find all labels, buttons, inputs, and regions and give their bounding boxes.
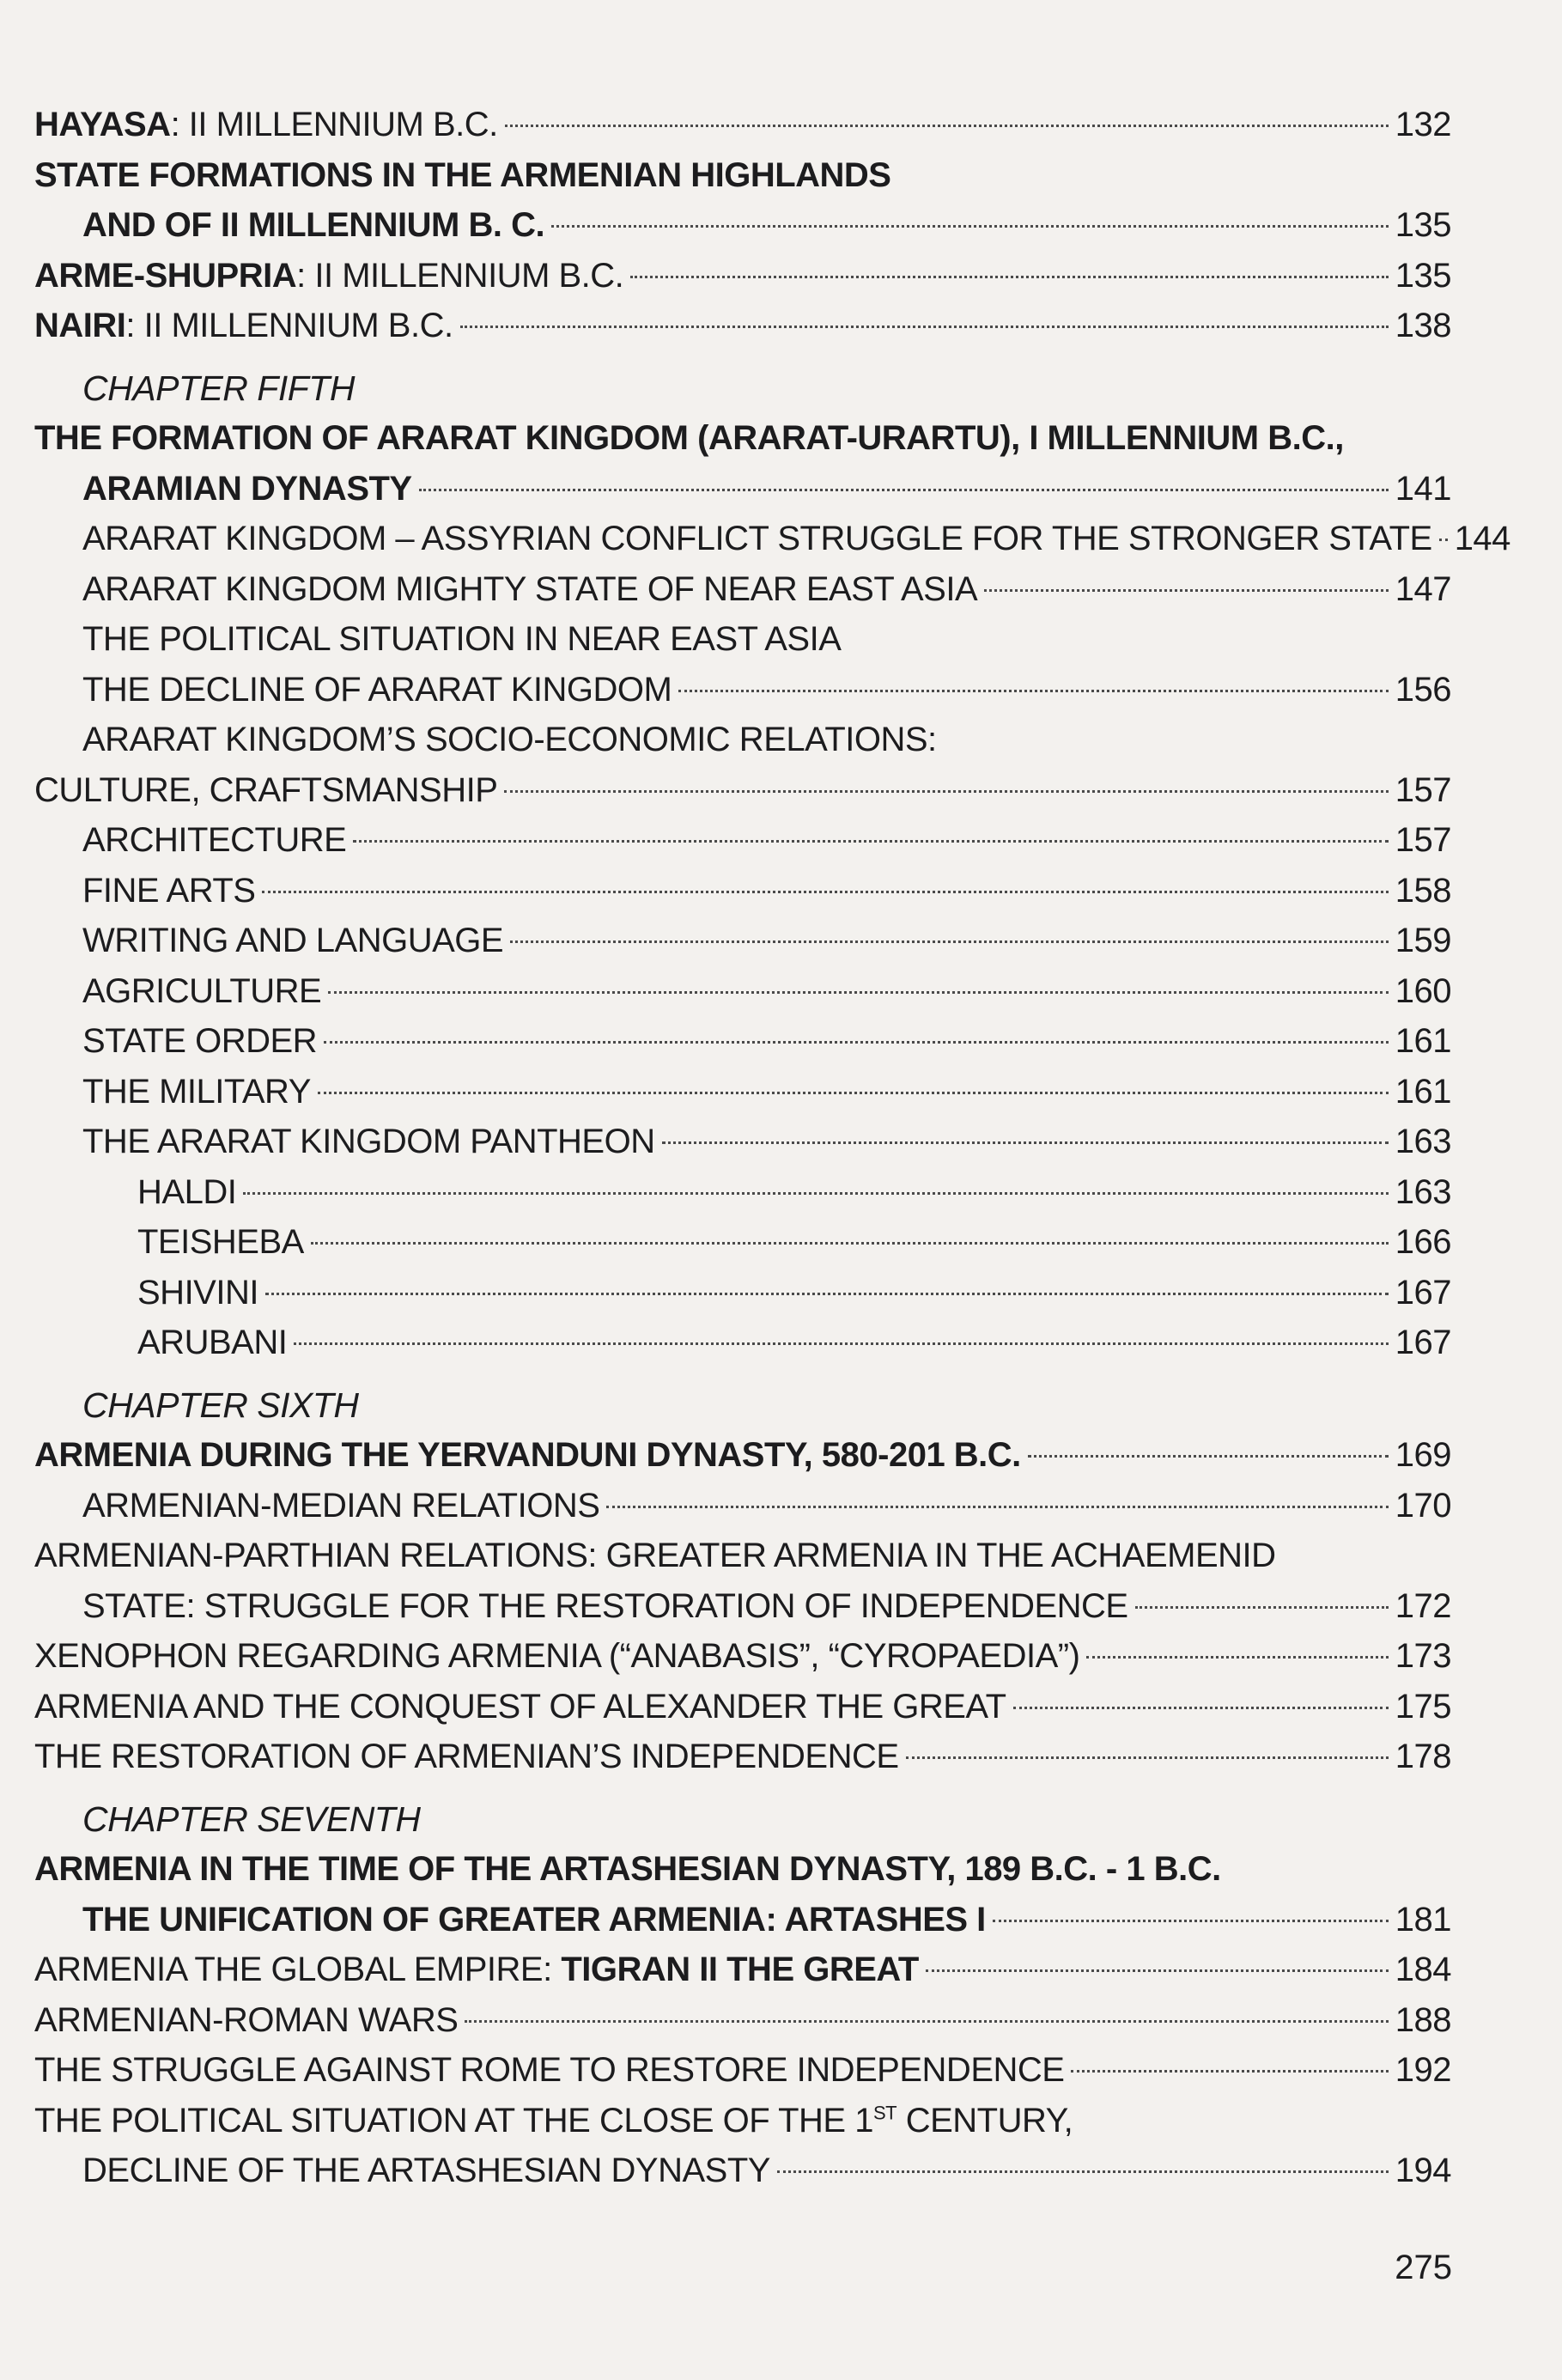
- toc-entry-title: [82, 200, 544, 251]
- dot-leader: [243, 1192, 1388, 1195]
- toc-entry-page-number: 158: [1395, 871, 1451, 910]
- toc-entry-page-number: 161: [1395, 1022, 1451, 1060]
- chapter-heading: [34, 363, 1451, 414]
- toc-entry: [34, 2146, 1451, 2196]
- toc-entry: [34, 1531, 1451, 1581]
- toc-entry-title: [137, 1318, 287, 1368]
- toc-entry: [34, 1995, 1451, 2046]
- toc-entry-bold-text: THE UNIFICATION OF GREATER ARMENIA: ARTASHES I: [82, 1900, 986, 1939]
- dot-leader: [460, 326, 1389, 328]
- toc-entry: [34, 1016, 1451, 1067]
- toc-entry: [34, 1268, 1451, 1318]
- toc-entry-text: SHIVINI: [137, 1273, 258, 1312]
- toc-entry: [34, 100, 1451, 150]
- toc-entry-page-number: 138: [1395, 307, 1451, 344]
- toc-entry-page-number: 194: [1395, 2152, 1451, 2189]
- toc-entry-page-number: 144: [1454, 520, 1510, 557]
- toc-entry-page-number: 159: [1395, 922, 1451, 959]
- toc-entry-page-number: 178: [1395, 1738, 1451, 1775]
- toc-entry-text: ARARAT KINGDOM MIGHTY STATE OF NEAR EAST ASIA: [82, 569, 978, 608]
- toc-entry-title: [82, 1016, 317, 1067]
- toc-entry-bold-text: ARMENIA IN THE TIME OF THE ARTASHESIAN DYNASTY, 189 B.C. - 1 B.C.: [34, 1850, 1221, 1888]
- toc-entry: [34, 966, 1451, 1017]
- toc-entry-title: [82, 1117, 655, 1167]
- toc-entry: [34, 2096, 1451, 2146]
- toc-entry-bold-text: THE FORMATION OF ARARAT KINGDOM (ARARAT-URARTU), I MILLENNIUM B.C.,: [34, 419, 1344, 457]
- toc-entry-page-number: 166: [1395, 1223, 1451, 1261]
- dot-leader: [1439, 539, 1448, 541]
- dot-leader: [504, 790, 1388, 793]
- toc-entry-title: [34, 1844, 1221, 1895]
- toc-entry: [34, 514, 1510, 564]
- toc-entry: [34, 1318, 1451, 1368]
- toc-entry-page-number: 188: [1395, 2000, 1451, 2039]
- toc-entry-page-number: 169: [1395, 1436, 1451, 1474]
- toc-entry-title: [82, 866, 255, 916]
- toc-entry-text: THE MILITARY: [82, 1072, 311, 1111]
- toc-entry-title: [137, 1167, 236, 1218]
- toc-entry-title: [82, 514, 1432, 564]
- dot-leader: [294, 1342, 1388, 1345]
- chapter-heading-text: CHAPTER FIFTH: [82, 368, 355, 408]
- dot-leader: [926, 1969, 1389, 1972]
- chapter-heading: [34, 1380, 1451, 1431]
- toc-entry: [34, 1217, 1451, 1268]
- toc-entry-text: ARMENIAN-ROMAN WARS: [34, 2000, 459, 2039]
- toc-entry-page-number: 135: [1395, 206, 1451, 244]
- dot-leader: [1071, 2070, 1388, 2073]
- dot-leader: [662, 1141, 1389, 1144]
- dot-leader: [1086, 1656, 1388, 1659]
- toc-entry: [34, 1581, 1451, 1632]
- toc-entry: [34, 1430, 1451, 1481]
- dot-leader: [777, 2170, 1389, 2173]
- toc-entry-page-number: 167: [1395, 1273, 1451, 1312]
- toc-entry-page-number: 147: [1395, 569, 1451, 608]
- toc-entry-bold-text: ARMENIA DURING THE YERVANDUNI DYNASTY, 580-201 B.C.: [34, 1436, 1021, 1474]
- toc-entry-page-number: 141: [1395, 469, 1451, 508]
- dot-leader: [318, 1092, 1389, 1094]
- toc-entry-title: [82, 815, 346, 866]
- toc-entry: [34, 464, 1451, 514]
- toc-entry-bold-text: TIGRAN II THE GREAT: [561, 1951, 919, 1988]
- toc-entry-page-number: 172: [1395, 1586, 1451, 1625]
- toc-entry-page-number: 163: [1395, 1123, 1451, 1160]
- toc-entry-text: CULTURE, CRAFTSMANSHIP: [34, 770, 498, 809]
- toc-entry: [34, 715, 1451, 765]
- toc-entry-title: [34, 1631, 1079, 1682]
- toc-entry-text: WRITING AND LANGUAGE: [82, 922, 504, 959]
- toc-entry-text: ARARAT KINGDOM – ASSYRIAN CONFLICT STRUGGLE FOR THE STRONGER STATE: [82, 520, 1432, 557]
- toc-entry-page-number: 192: [1395, 2051, 1451, 2089]
- toc-entry-title: [34, 150, 890, 201]
- toc-entry-title: [82, 2146, 770, 2196]
- toc-entry-title: [82, 916, 503, 966]
- toc-entry-text: ARMENIAN-MEDIAN RELATIONS: [82, 1486, 600, 1525]
- toc-entry-page-number: 135: [1395, 256, 1451, 295]
- dot-leader: [510, 940, 1389, 943]
- toc-entry: [34, 866, 1451, 916]
- toc-entry-title: [82, 966, 321, 1017]
- toc-entry-superscript: ST: [872, 2102, 897, 2124]
- toc-entry-title: [34, 100, 498, 150]
- toc-entry-title: [137, 1268, 258, 1318]
- toc-entry: [34, 815, 1451, 866]
- dot-leader: [1135, 1606, 1389, 1609]
- toc-entry-text: TEISHEBA: [137, 1223, 304, 1261]
- toc-entry-bold-text: HAYASA: [34, 106, 171, 143]
- toc-entry-page-number: 184: [1395, 1951, 1451, 1988]
- toc-entry-text: : II MILLENNIUM B.C.: [296, 256, 624, 295]
- toc-entry-text: THE ARARAT KINGDOM PANTHEON: [82, 1123, 655, 1160]
- toc-entry-bold-text: STATE FORMATIONS IN THE ARMENIAN HIGHLANDS: [34, 155, 891, 194]
- toc-entry-page-number: 157: [1395, 821, 1451, 859]
- toc-entry-text: THE POLITICAL SITUATION AT THE CLOSE OF THE 1: [34, 2101, 873, 2140]
- page-number: 275: [1395, 2249, 1452, 2286]
- toc-entry-title: [34, 251, 623, 301]
- dot-leader: [353, 840, 1388, 843]
- toc-entry-page-number: 157: [1395, 770, 1451, 809]
- toc-entry-title: [34, 1995, 458, 2046]
- toc-entry: [34, 1844, 1451, 1895]
- toc-entry-page-number: 181: [1395, 1900, 1451, 1939]
- toc-entry: [34, 1631, 1451, 1682]
- toc-entry-text: DECLINE OF THE ARTASHESIAN DYNASTY: [82, 2152, 770, 2189]
- dot-leader: [328, 991, 1389, 994]
- dot-leader: [551, 225, 1389, 228]
- toc-entry-text: : II MILLENNIUM B.C.: [170, 106, 498, 143]
- toc-entry: [34, 765, 1451, 816]
- toc-entry-title: [34, 1430, 1021, 1481]
- dot-leader: [465, 2020, 1388, 2023]
- dot-leader: [1028, 1455, 1389, 1458]
- toc-entry-page-number: 175: [1395, 1687, 1451, 1726]
- table-of-contents: [34, 100, 1510, 2196]
- toc-entry: [34, 1067, 1451, 1117]
- toc-entry-title: [34, 301, 453, 351]
- toc-entry-title: [34, 413, 1344, 464]
- toc-entry-title: [34, 1682, 1006, 1732]
- toc-entry-title: [34, 765, 497, 816]
- toc-entry-bold-text: AND OF II MILLENNIUM B. C.: [82, 206, 545, 244]
- toc-entry-text: ARMENIA THE GLOBAL EMPIRE:: [34, 1951, 562, 1988]
- dot-leader: [1013, 1707, 1389, 1709]
- toc-entry: [34, 614, 1451, 665]
- toc-entry-title: [137, 1217, 304, 1268]
- toc-entry: [34, 916, 1451, 966]
- toc-entry: [34, 200, 1451, 251]
- toc-entry-bold-text: NAIRI: [34, 307, 126, 344]
- toc-entry-text: ARMENIAN-PARTHIAN RELATIONS: GREATER ARMENIA IN THE ACHAEMENID: [34, 1537, 1276, 1574]
- toc-entry-title: [34, 1945, 919, 1995]
- toc-entry-bold-text: ARME-SHUPRIA: [34, 256, 297, 295]
- chapter-heading: [34, 1794, 1451, 1845]
- toc-entry: [34, 301, 1451, 351]
- dot-leader: [262, 891, 1388, 893]
- dot-leader: [630, 276, 1388, 278]
- dot-leader: [906, 1756, 1389, 1759]
- toc-entry-text: ARMENIA AND THE CONQUEST OF ALEXANDER THE GREAT: [34, 1687, 1006, 1726]
- toc-entry-title: [82, 1067, 311, 1117]
- toc-entry: [34, 413, 1451, 464]
- toc-entry-text: THE STRUGGLE AGAINST ROME TO RESTORE INDEPENDENCE: [34, 2051, 1065, 2089]
- toc-entry-text: AGRICULTURE: [82, 971, 322, 1010]
- toc-entry-title: [82, 1895, 986, 1945]
- toc-entry-text: STATE: STRUGGLE FOR THE RESTORATION OF INDEPENDENCE: [82, 1586, 1128, 1625]
- toc-entry: [34, 251, 1451, 301]
- toc-entry-title: [34, 2096, 1073, 2146]
- toc-entry-text: CENTURY,: [896, 2101, 1073, 2140]
- toc-entry: [34, 1732, 1451, 1782]
- toc-entry: [34, 1167, 1451, 1218]
- dot-leader: [419, 489, 1389, 491]
- toc-entry-page-number: 160: [1395, 971, 1451, 1010]
- toc-entry-text: FINE ARTS: [82, 871, 256, 910]
- dot-leader: [984, 589, 1389, 592]
- toc-entry-title: [82, 614, 841, 665]
- toc-entry: [34, 564, 1451, 615]
- toc-entry-text: HALDI: [137, 1172, 237, 1211]
- dot-leader: [311, 1242, 1389, 1245]
- toc-entry-text: ARUBANI: [137, 1324, 288, 1361]
- toc-entry-title: [82, 715, 937, 765]
- toc-entry-title: [82, 564, 977, 615]
- dot-leader: [606, 1506, 1388, 1508]
- toc-entry-text: XENOPHON REGARDING ARMENIA (“ANABASIS”, “CYROPAEDIA”): [34, 1637, 1080, 1675]
- dot-leader: [678, 690, 1388, 692]
- toc-entry: [34, 1945, 1451, 1995]
- toc-entry-page-number: 173: [1395, 1637, 1451, 1675]
- toc-entry: [34, 1481, 1451, 1531]
- chapter-heading-text: CHAPTER SIXTH: [82, 1385, 359, 1425]
- toc-entry-title: [34, 1732, 899, 1782]
- toc-entry-page-number: 170: [1395, 1486, 1451, 1525]
- toc-entry-text: THE DECLINE OF ARARAT KINGDOM: [82, 670, 672, 709]
- toc-entry-page-number: 161: [1395, 1072, 1451, 1111]
- toc-entry-title: [34, 2045, 1064, 2096]
- toc-entry-text: : II MILLENNIUM B.C.: [125, 307, 453, 344]
- toc-entry-title: [82, 464, 412, 514]
- dot-leader: [993, 1920, 1389, 1922]
- dot-leader: [505, 125, 1389, 127]
- toc-entry-bold-text: ARAMIAN DYNASTY: [82, 469, 412, 508]
- dot-leader: [265, 1293, 1389, 1295]
- toc-entry-page-number: 132: [1395, 106, 1451, 143]
- toc-entry-page-number: 163: [1395, 1172, 1451, 1211]
- toc-entry: [34, 1682, 1451, 1732]
- toc-entry-text: THE RESTORATION OF ARMENIAN’S INDEPENDENCE: [34, 1738, 899, 1775]
- toc-entry: [34, 1117, 1451, 1167]
- toc-entry-page-number: 156: [1395, 670, 1451, 709]
- toc-entry-text: ARCHITECTURE: [82, 821, 347, 859]
- toc-entry-page-number: 167: [1395, 1324, 1451, 1361]
- dot-leader: [324, 1041, 1389, 1044]
- toc-entry: [34, 2045, 1451, 2096]
- toc-entry-text: THE POLITICAL SITUATION IN NEAR EAST ASIA: [82, 620, 842, 658]
- toc-entry: [34, 665, 1451, 715]
- toc-entry: [34, 1895, 1451, 1945]
- toc-entry-title: [82, 1581, 1128, 1632]
- toc-entry: [34, 150, 1451, 201]
- toc-entry-text: STATE ORDER: [82, 1022, 318, 1060]
- toc-entry-text: ARARAT KINGDOM’S SOCIO-ECONOMIC RELATIONS:: [82, 721, 937, 758]
- toc-entry-title: [82, 1481, 599, 1531]
- toc-entry-title: [82, 665, 672, 715]
- toc-entry-title: [34, 1531, 1276, 1581]
- chapter-heading-text: CHAPTER SEVENTH: [82, 1799, 421, 1839]
